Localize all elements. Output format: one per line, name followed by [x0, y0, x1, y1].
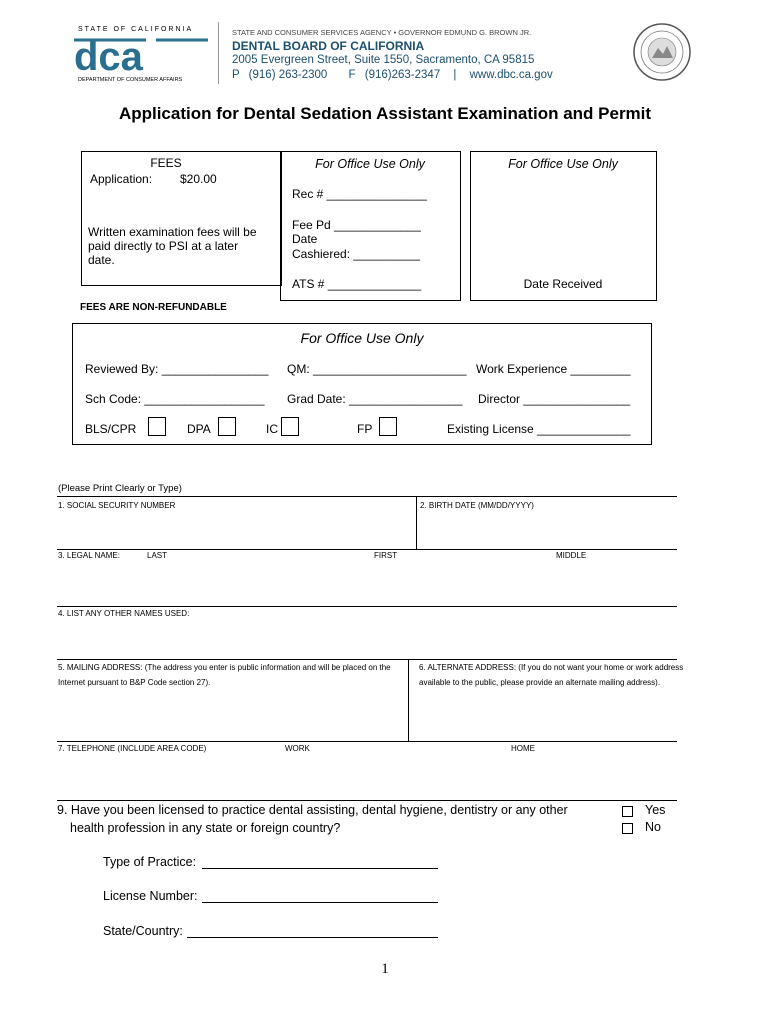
- state-country-input[interactable]: [187, 937, 438, 938]
- bls-cpr-label: BLS/CPR: [85, 422, 137, 436]
- agency-line: STATE AND CONSUMER SERVICES AGENCY • GOVERNOR EDMUND G. BROWN JR.: [232, 28, 532, 37]
- alternate-address-input[interactable]: [414, 692, 676, 738]
- fax-number: (916)263-2347: [364, 69, 441, 81]
- director: Director ________________: [478, 392, 631, 406]
- fp-checkbox[interactable]: [379, 417, 397, 436]
- state-label: STATE OF CALIFORNIA: [78, 26, 194, 33]
- dpa-label: DPA: [187, 422, 211, 436]
- home-phone-label: HOME: [511, 744, 535, 753]
- alternate-address-label: 6. ALTERNATE ADDRESS: (If you do not want your home or work address: [419, 663, 684, 672]
- no-checkbox[interactable]: [622, 823, 633, 834]
- question-9-line2: health profession in any state or foreign country?: [70, 821, 341, 835]
- yes-label: Yes: [645, 803, 666, 817]
- other-names-input[interactable]: [60, 620, 675, 656]
- application-label: Application:: [90, 172, 153, 186]
- first-name-label: FIRST: [374, 551, 398, 560]
- license-number-input[interactable]: [202, 902, 438, 903]
- dpa-checkbox[interactable]: [218, 417, 236, 436]
- no-label: No: [645, 820, 661, 834]
- dept-label: DEPARTMENT OF CONSUMER AFFAIRS: [78, 77, 183, 83]
- rec-number: Rec # _______________: [292, 187, 427, 201]
- telephone-input[interactable]: [60, 755, 675, 797]
- separator: |: [453, 69, 457, 81]
- ic-checkbox[interactable]: [281, 417, 299, 436]
- logo-text: dca: [74, 35, 143, 74]
- non-refundable-note: FEES ARE NON-REFUNDABLE: [80, 302, 227, 313]
- website-link[interactable]: www.dbc.ca.gov: [469, 69, 553, 81]
- ssn-input[interactable]: [60, 512, 410, 546]
- header-divider: [218, 22, 219, 84]
- alternate-address-note: available to the public, please provide an alternate mailing address).: [419, 678, 661, 687]
- phone-number: (916) 263-2300: [248, 69, 328, 81]
- mailing-address-input[interactable]: [60, 692, 404, 738]
- work-experience: Work Experience _________: [476, 362, 631, 376]
- page-title: Application for Dental Sedation Assistant Examination and Permit: [118, 104, 652, 123]
- reviewed-by: Reviewed By: ________________: [85, 362, 269, 376]
- work-phone-label: WORK: [285, 744, 310, 753]
- board-address: 2005 Evergreen Street, Suite 1550, Sacramento, CA 95815: [232, 54, 535, 66]
- page-number: 1: [381, 961, 389, 977]
- qm-field: QM: _______________________: [287, 362, 467, 376]
- question-9-line1: 9. Have you been licensed to practice dental assisting, dental hygiene, dentistry or any other: [57, 803, 568, 817]
- rule-question-9: [57, 800, 677, 801]
- rule-telephone: [57, 741, 677, 742]
- rule-address: [57, 659, 677, 660]
- bls-cpr-checkbox[interactable]: [148, 417, 166, 436]
- type-of-practice-input[interactable]: [202, 868, 438, 869]
- birth-date-label: 2. BIRTH DATE (MM/DD/YYYY): [420, 501, 534, 510]
- board-name: DENTAL BOARD OF CALIFORNIA: [232, 39, 425, 53]
- office-use-heading-2: For Office Use Only: [508, 157, 618, 171]
- cashiered: Cashiered: __________: [292, 247, 421, 261]
- dca-logo: [74, 34, 210, 74]
- ic-label: IC: [266, 422, 278, 436]
- ssn-divider: [416, 496, 417, 549]
- fees-heading: FEES: [150, 156, 182, 170]
- mailing-address-label: 5. MAILING ADDRESS: (The address you enter is public information and will be placed on the: [58, 663, 391, 672]
- mailing-address-note: Internet pursuant to B&P Code section 27).: [58, 678, 211, 687]
- fee-paid: Fee Pd _____________: [292, 218, 421, 232]
- print-note: (Please Print Clearly or Type): [58, 483, 182, 494]
- date-received: Date Received: [523, 277, 603, 291]
- existing-license: Existing License ______________: [447, 422, 631, 436]
- legal-name-label: 3. LEGAL NAME:: [58, 551, 120, 560]
- ats-number: ATS # ______________: [292, 277, 422, 291]
- legal-name-input[interactable]: [60, 562, 675, 604]
- telephone-label: 7. TELEPHONE (INCLUDE AREA CODE): [58, 744, 207, 753]
- ssn-label: 1. SOCIAL SECURITY NUMBER: [58, 501, 176, 510]
- state-seal-icon: [632, 22, 692, 82]
- form-top-rule: [57, 496, 677, 497]
- type-of-practice-label: Type of Practice:: [103, 855, 197, 869]
- phone-label: P: [232, 69, 240, 81]
- middle-name-label: MIDDLE: [556, 551, 587, 560]
- exam-fee-note: Written examination fees will be paid directly to PSI at a later date.: [88, 225, 257, 267]
- rule-other-names: [57, 606, 677, 607]
- yes-checkbox[interactable]: [622, 806, 633, 817]
- application-amount: $20.00: [180, 172, 217, 186]
- date-label: Date: [292, 232, 318, 246]
- fp-label: FP: [357, 422, 373, 436]
- license-number-label: License Number:: [103, 889, 198, 903]
- contact-line: [232, 69, 553, 81]
- state-country-label: State/Country:: [103, 924, 183, 938]
- rule-legal-name: [57, 549, 677, 550]
- last-name-label: LAST: [147, 551, 168, 560]
- birth-date-input[interactable]: [420, 512, 675, 546]
- office-use-heading-3: For Office Use Only: [300, 330, 424, 346]
- other-names-label: 4. LIST ANY OTHER NAMES USED:: [58, 609, 190, 618]
- address-divider: [408, 659, 409, 741]
- grad-date: Grad Date: _________________: [287, 392, 463, 406]
- sch-code: Sch Code: __________________: [85, 392, 265, 406]
- office-use-heading-1: For Office Use Only: [315, 157, 425, 171]
- fax-label: F: [348, 69, 356, 81]
